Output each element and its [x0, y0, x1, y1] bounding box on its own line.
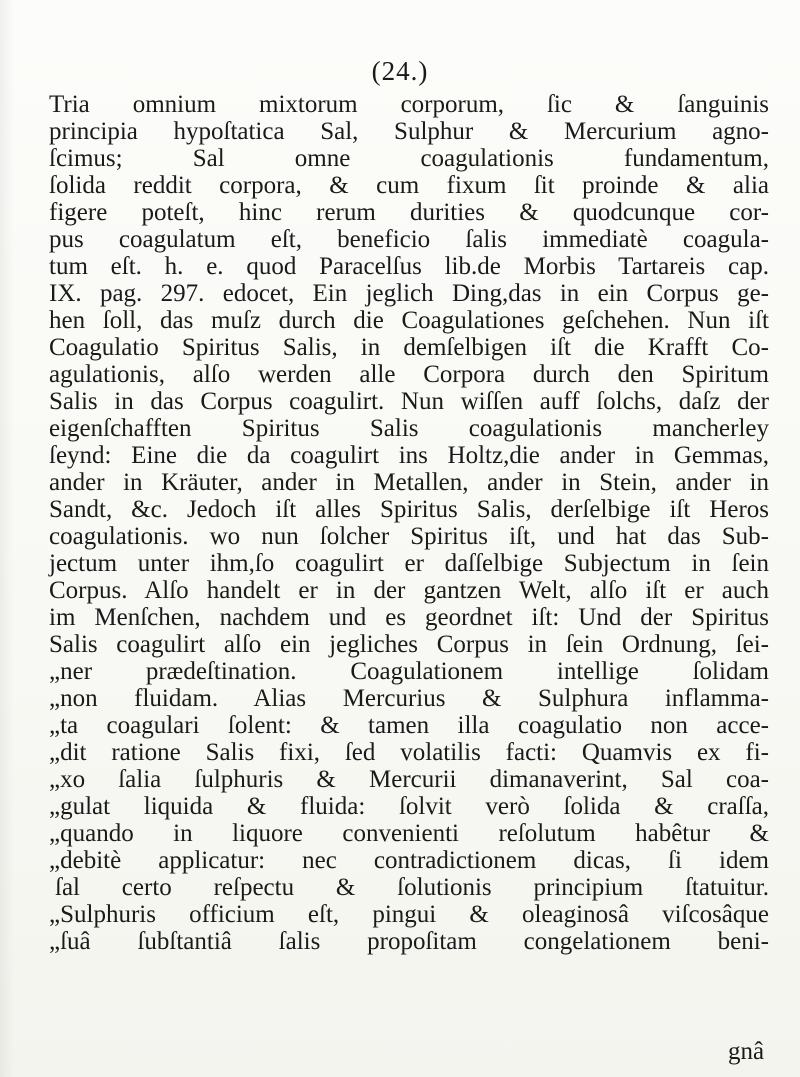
text-line: pus coagulatum eſt, beneficio ſalis immediatè coagula- [49, 226, 769, 253]
text-line: principia hypoſtatica Sal, Sulphur & Mercurium agno- [49, 118, 769, 145]
text-line: figere poteſt, hinc rerum durities & quodcunque cor- [49, 199, 769, 226]
text-line: Salis coagulirt alſo ein jegliches Corpus in ſein Ordnung, ſei- [49, 631, 769, 658]
text-line: „non fluidam. Alias Mercurius & Sulphura inflamma- [49, 685, 769, 712]
text-line: ander in Kräuter, ander in Metallen, ander in Stein, ander in [49, 469, 769, 496]
text-line: „ta coagulari ſolent: & tamen illa coagulatio non acce- [49, 712, 769, 739]
text-line: ſeynd: Eine die da coagulirt ins Holtz,die ander in Gemmas, [49, 442, 769, 469]
text-line: Salis in das Corpus coagulirt. Nun wiſſen auff ſolchs, daſz der [49, 388, 769, 415]
text-line: „Sulphuris officium eſt, pingui & oleaginosâ viſcosâque [49, 901, 769, 928]
text-line: „ſuâ ſubſtantiâ ſalis propoſitam congelationem beni- [49, 928, 769, 955]
text-line: „quando in liquore convenienti reſolutum habêtur & [49, 820, 769, 847]
text-line: Coagulatio Spiritus Salis, in demſelbigen iſt die Krafft Co- [49, 334, 769, 361]
text-line: ſolida reddit corpora, & cum fixum ſit proinde & alia [49, 172, 769, 199]
scan-edge-shadow [0, 0, 14, 1077]
text-line: ſal certo reſpectu & ſolutionis principium ſtatuitur. [55, 874, 769, 901]
text-line: agulationis, alſo werden alle Corpora durch den Spiritum [49, 361, 769, 388]
text-line: „debitè applicatur: nec contradictionem dicas, ſi idem [49, 847, 769, 874]
body-text [49, 91, 769, 955]
text-line: eigenſchafften Spiritus Salis coagulationis mancherley [49, 415, 769, 442]
text-line: „dit ratione Salis fixi, ſed volatilis facti: Quamvis ex fi- [49, 739, 769, 766]
text-line: ſcimus; Sal omne coagulationis fundamentum, [49, 145, 769, 172]
text-line: Sandt, &c. Jedoch iſt alles Spiritus Salis, derſelbige iſt Heros [49, 496, 769, 523]
text-line: Tria omnium mixtorum corporum, ſic & ſanguinis [49, 91, 769, 118]
text-line: jectum unter ihm,ſo coagulirt er daſſelbige Subjectum in ſein [49, 550, 769, 577]
text-line: „gulat liquida & fluida: ſolvit verò ſolida & craſſa, [49, 793, 769, 820]
catchword: gnâ [728, 1038, 765, 1065]
text-line: IX. pag. 297. edocet, Ein jeglich Ding,das in ein Corpus ge- [49, 280, 769, 307]
text-line: „xo ſalia ſulphuris & Mercurii dimanaverint, Sal coa- [49, 766, 769, 793]
text-line: coagulationis. wo nun ſolcher Spiritus iſt, und hat das Sub- [49, 523, 769, 550]
page-number: (24.) [371, 56, 429, 86]
text-line: im Menſchen, nachdem und es geordnet iſt: Und der Spiritus [49, 604, 769, 631]
text-line: Corpus. Alſo handelt er in der gantzen Welt, alſo iſt er auch [49, 577, 769, 604]
text-line: hen ſoll, das muſz durch die Coagulationes geſchehen. Nun iſt [49, 307, 769, 334]
text-line: tum eſt. h. e. quod Paracelſus lib.de Morbis Tartareis cap. [49, 253, 769, 280]
text-line: „ner prædeſtination. Coagulationem intellige ſolidam [49, 658, 769, 685]
